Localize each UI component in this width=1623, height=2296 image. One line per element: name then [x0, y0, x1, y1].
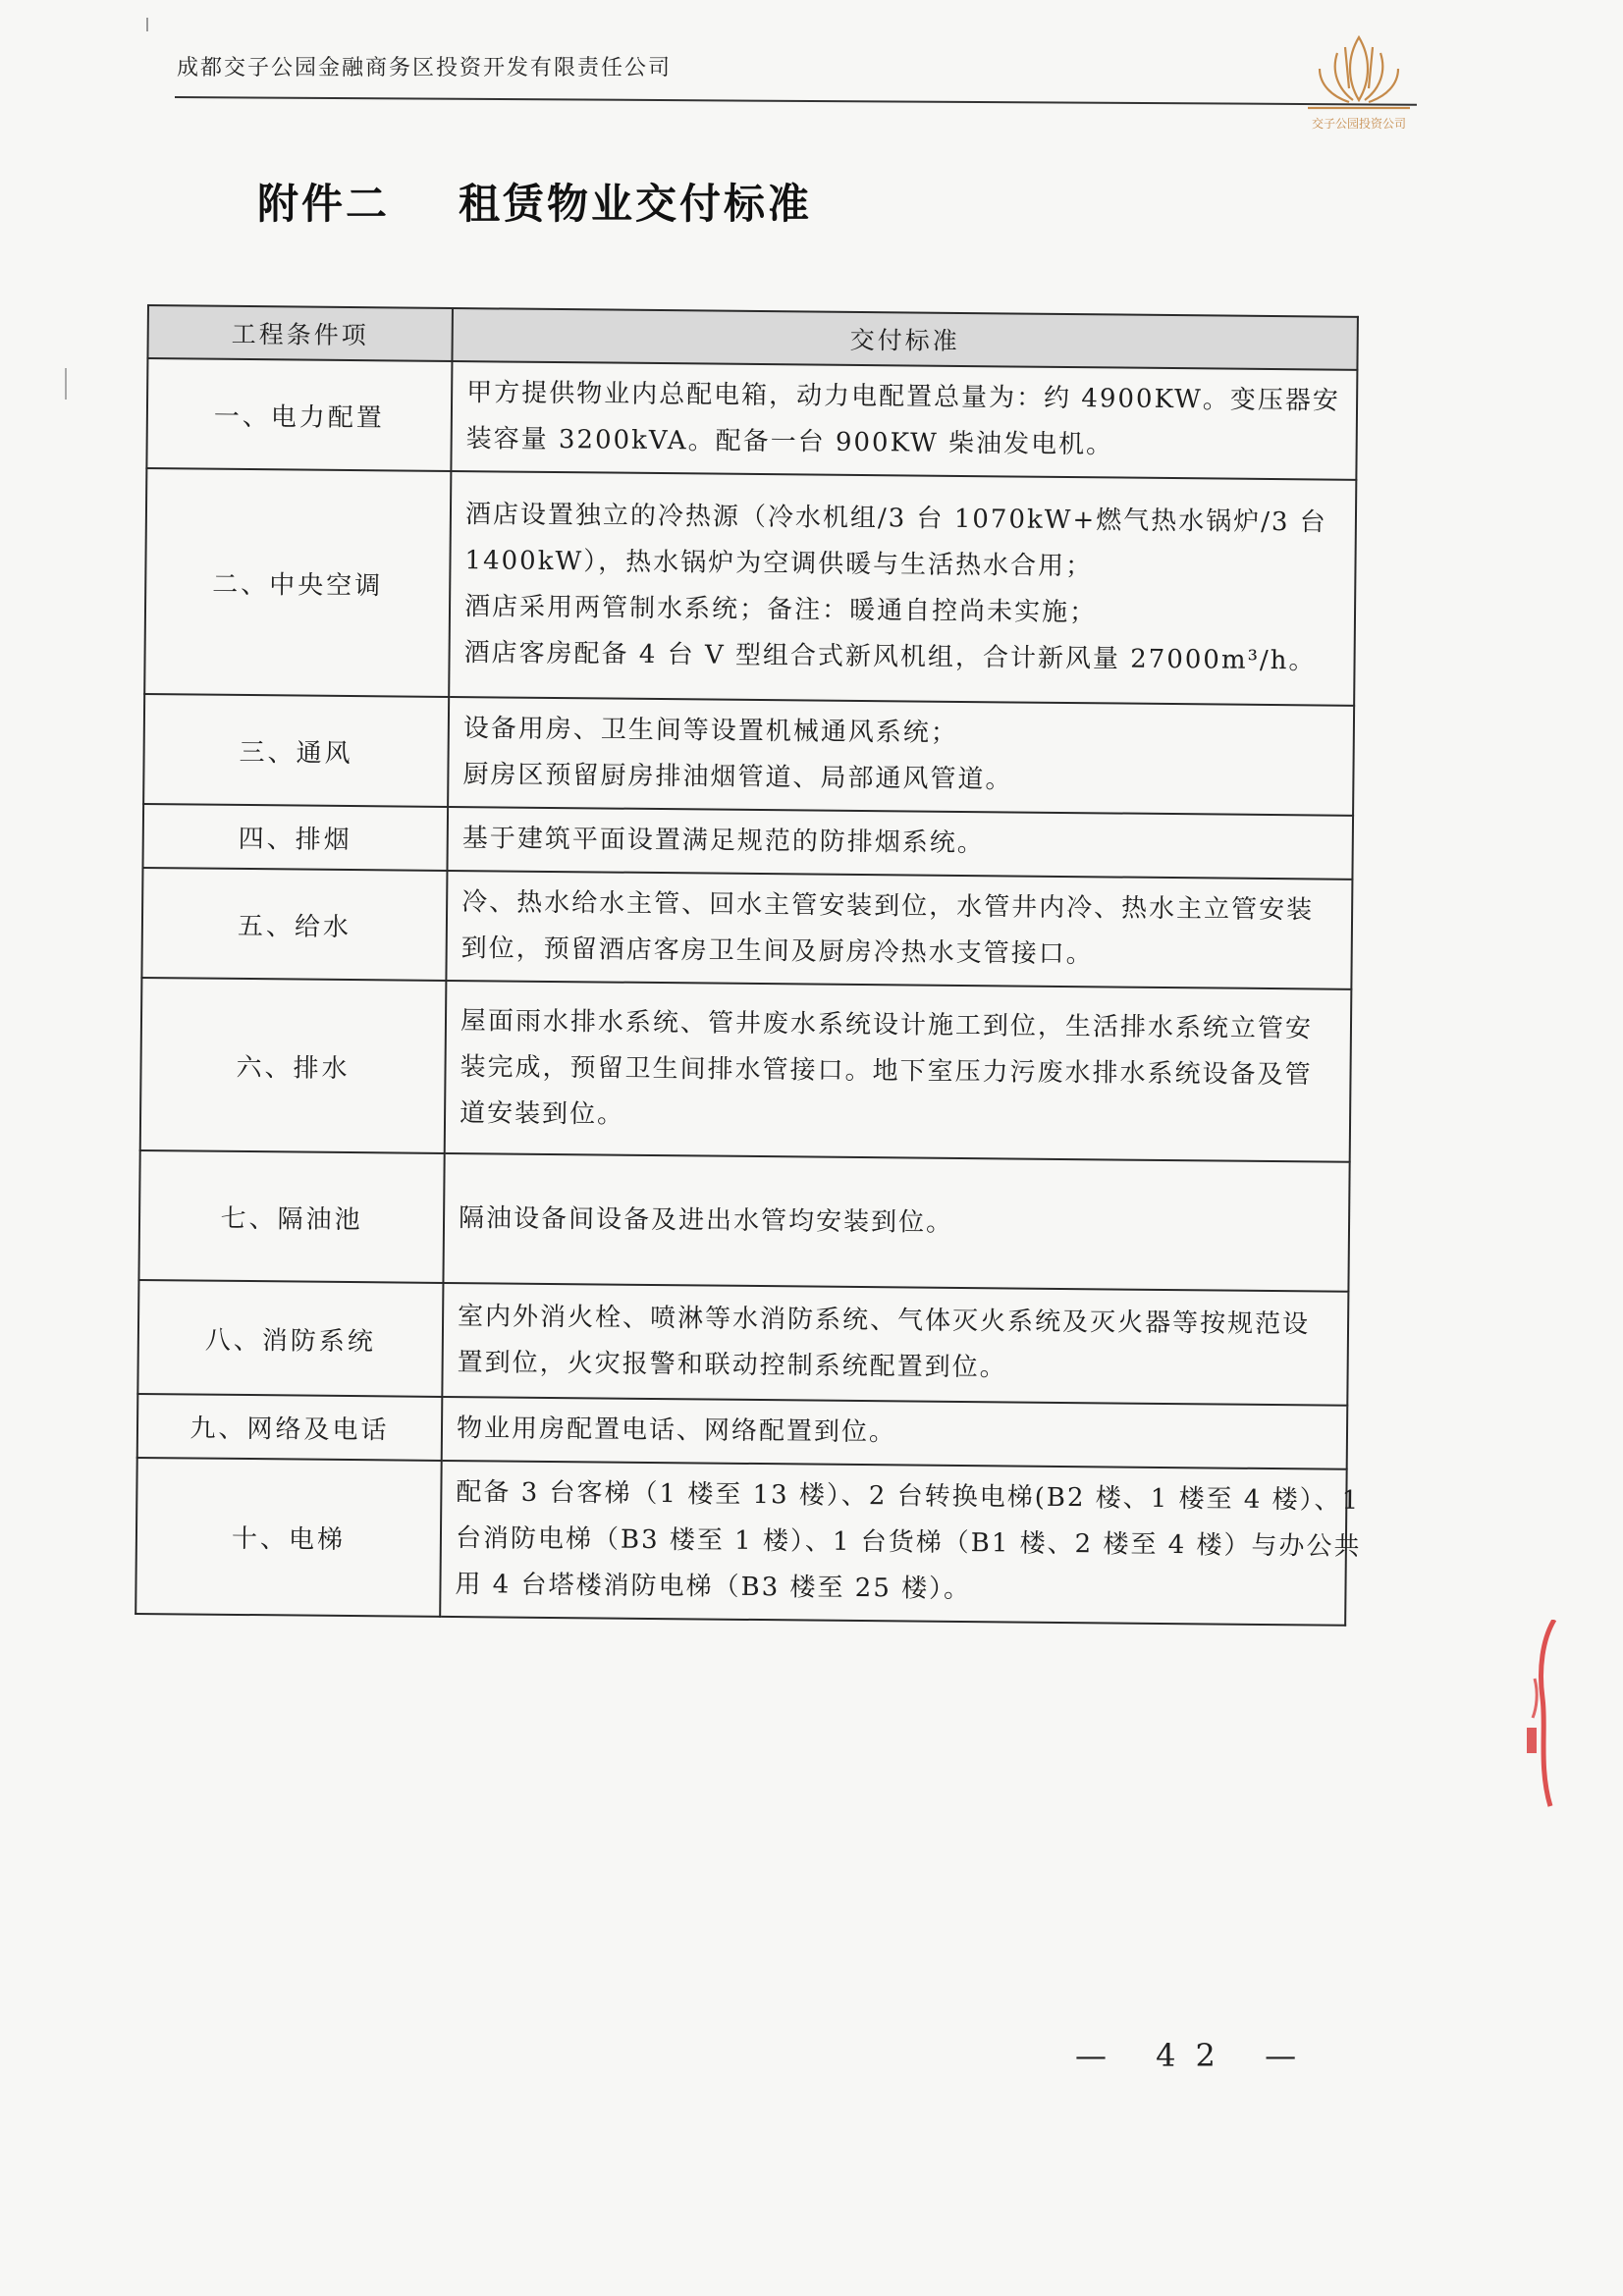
standard-cell [442, 1283, 1348, 1406]
item-cell: 四、排烟 [142, 804, 448, 871]
standard-line: 屋面雨水排水系统、管井废水系统设计施工到位，生活排水系统立管安 [460, 1005, 1314, 1043]
standard-line: 设备用房、卫生间等设置机械通风系统； [462, 714, 959, 748]
standard-line: 配备 3 台客梯（1 楼至 13 楼）、2 台转换电梯(B2 楼、1 楼至 4 楼）、1 [456, 1477, 1361, 1516]
table-row [135, 1458, 1346, 1626]
item-cell: 二、中央空调 [144, 468, 451, 697]
standard-cell [446, 871, 1352, 989]
table-row [142, 804, 1353, 880]
company-name: 成都交子公园金融商务区投资开发有限责任公司 [177, 56, 673, 80]
svg-text:交子公园投资公司: 交子公园投资公司 [1311, 117, 1407, 131]
standard-line: 酒店采用两管制水系统；备注：暖通自控尚未实施； [463, 592, 1098, 628]
delivery-standard-table-wrap [135, 304, 1362, 1627]
delivery-standard-table [135, 304, 1362, 1627]
title-prefix: 附件二 [257, 180, 391, 228]
standard-line: 用 4 台塔楼消防电梯（B3 楼至 25 楼）。 [455, 1570, 972, 1605]
standard-cell [451, 361, 1357, 480]
standard-cell [442, 1397, 1348, 1469]
scan-mark [146, 18, 148, 31]
standard-line: 基于建筑平面设置满足规范的防排烟系统。 [461, 824, 985, 859]
scan-mark [65, 368, 67, 400]
standard-cell [447, 807, 1353, 880]
item-cell: 十、电梯 [135, 1458, 442, 1617]
title-main: 租赁物业交付标准 [459, 180, 813, 228]
red-seal-fragment [1525, 1620, 1564, 1816]
standard-line: 酒店客房配备 4 台 V 型组合式新风机组，合计新风量 27000m³/h。 [463, 638, 1317, 676]
table-row [143, 694, 1354, 816]
standard-line: 厨房区预留厨房排油烟管道、局部通风管道。 [462, 760, 1013, 795]
item-cell: 三、通风 [143, 694, 449, 807]
standard-cell [440, 1461, 1362, 1626]
item-cell: 八、消防系统 [137, 1280, 443, 1397]
header-rule [175, 96, 1417, 106]
standard-line: 隔油设备间设备及进出水管均安装到位。 [458, 1202, 954, 1238]
standard-cell [448, 697, 1354, 816]
item-cell: 七、隔油池 [138, 1150, 444, 1283]
standard-cell [443, 1153, 1349, 1292]
table-row [137, 1280, 1348, 1406]
company-logo-icon [1294, 29, 1424, 137]
standard-line: 1400kW），热水锅炉为空调供暖与生活热水合用； [464, 546, 1094, 582]
item-cell: 五、给水 [141, 868, 447, 981]
table-row [140, 978, 1352, 1162]
table-row [141, 868, 1352, 989]
page-title [257, 172, 812, 231]
standard-line: 装容量 3200kVA。配备一台 900KW 柴油发电机。 [465, 424, 1114, 460]
header-standard: 交付标准 [452, 308, 1357, 370]
table-row [144, 468, 1356, 706]
item-cell: 六、排水 [140, 978, 447, 1153]
table-row [137, 1394, 1348, 1469]
standard-line: 甲方提供物业内总配电箱，动力电配置总量为：约 4900KW。变压器安 [466, 378, 1340, 416]
item-cell: 九、网络及电话 [137, 1394, 443, 1461]
standard-line: 装完成，预留卫生间排水管接口。地下室压力污废水排水系统设备及管 [460, 1051, 1313, 1090]
standard-cell [449, 471, 1356, 706]
standard-line: 酒店设置独立的冷热源（冷水机组/3 台 1070kW+燃气热水锅炉/3 台 [464, 500, 1327, 538]
standard-line: 物业用房配置电话、网络配置到位。 [456, 1414, 897, 1448]
table-row [138, 1150, 1349, 1292]
page-number: — 42 — [1075, 2037, 1317, 2074]
standard-cell [445, 981, 1352, 1162]
standard-line: 到位，预留酒店客房卫生间及厨房冷热水支管接口。 [460, 934, 1094, 970]
item-cell: 一、电力配置 [146, 358, 452, 471]
standard-line: 置到位，火灾报警和联动控制系统配置到位。 [457, 1348, 1007, 1383]
standard-line: 室内外消火栓、喷淋等水消防系统、气体灭火系统及灭火器等按规范设 [457, 1302, 1311, 1340]
standard-line: 台消防电梯（B3 楼至 1 楼）、1 台货梯（B1 楼、2 楼至 4 楼）与办公共 [455, 1523, 1362, 1562]
table-row [146, 358, 1357, 480]
standard-line: 道安装到位。 [459, 1097, 625, 1130]
standard-line: 冷、热水给水主管、回水主管安装到位，水管井内冷、热水主立管安装 [461, 887, 1315, 926]
header-item: 工程条件项 [147, 305, 453, 361]
